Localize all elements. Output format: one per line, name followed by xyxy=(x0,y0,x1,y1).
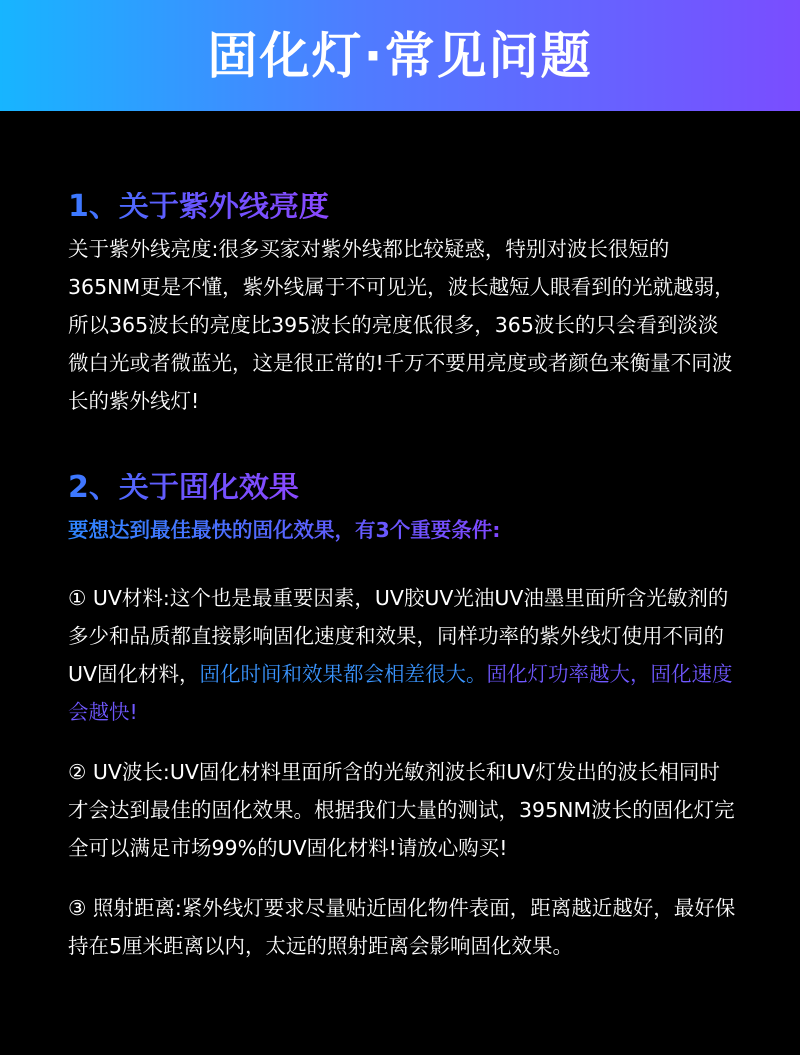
section-paragraph-uv-brightness: 关于紫外线亮度:很多买家对紫外线都比较疑惑，特别对波长很短的365NM更是不懂，紫外线属于不可见光，波长越短人眼看到的光就越弱，所以365波长的亮度比395波长的亮度低很多，365波长的只会看到淡淡微白光或者微蓝光，这是很正常的!千万不要用亮度或者颜色来衡量不同波长的紫外线灯! xyxy=(68,237,735,413)
page-title: 固化灯·常见问题 xyxy=(207,26,593,85)
section-subtitle-conditions: 要想达到最佳最快的固化效果，有3个重要条件: xyxy=(68,515,500,545)
header-banner xyxy=(0,0,800,111)
section-curing-effect xyxy=(68,420,736,965)
highlight-power-speed: 固化灯功率越大，固化速度会越快! xyxy=(68,662,733,724)
section-uv-brightness xyxy=(68,111,736,420)
highlight-curing-time: 固化时间和效果都会相差很大。 xyxy=(199,662,487,686)
section-title-uv-brightness: 1、关于紫外线亮度 xyxy=(68,189,329,224)
condition-item-uv-wavelength: ② UV波长:UV固化材料里面所含的光敏剂波长和UV灯发出的波长相同时才会达到最佳的固化效果。根据我们大量的测试，395NM波长的固化灯完全可以满足市场99%的UV固化材料!请放心购买! xyxy=(68,760,735,860)
condition-text-uv-material: ① UV材料:这个也是最重要因素，UV胶UV光油UV油墨里面所含光敏剂的多少和品质都直接影响固化速度和效果，同样功率的紫外线灯使用不同的UV固化材料， xyxy=(68,586,729,686)
section-title-curing-effect: 2、关于固化效果 xyxy=(68,470,299,505)
faq-content xyxy=(0,111,736,965)
condition-item-uv-material xyxy=(68,579,740,731)
condition-item-irradiation-distance: ③ 照射距离:紧外线灯要求尽量贴近固化物件表面，距离越近越好，最好保持在5厘米距离以内，太远的照射距离会影响固化效果。 xyxy=(68,896,736,958)
